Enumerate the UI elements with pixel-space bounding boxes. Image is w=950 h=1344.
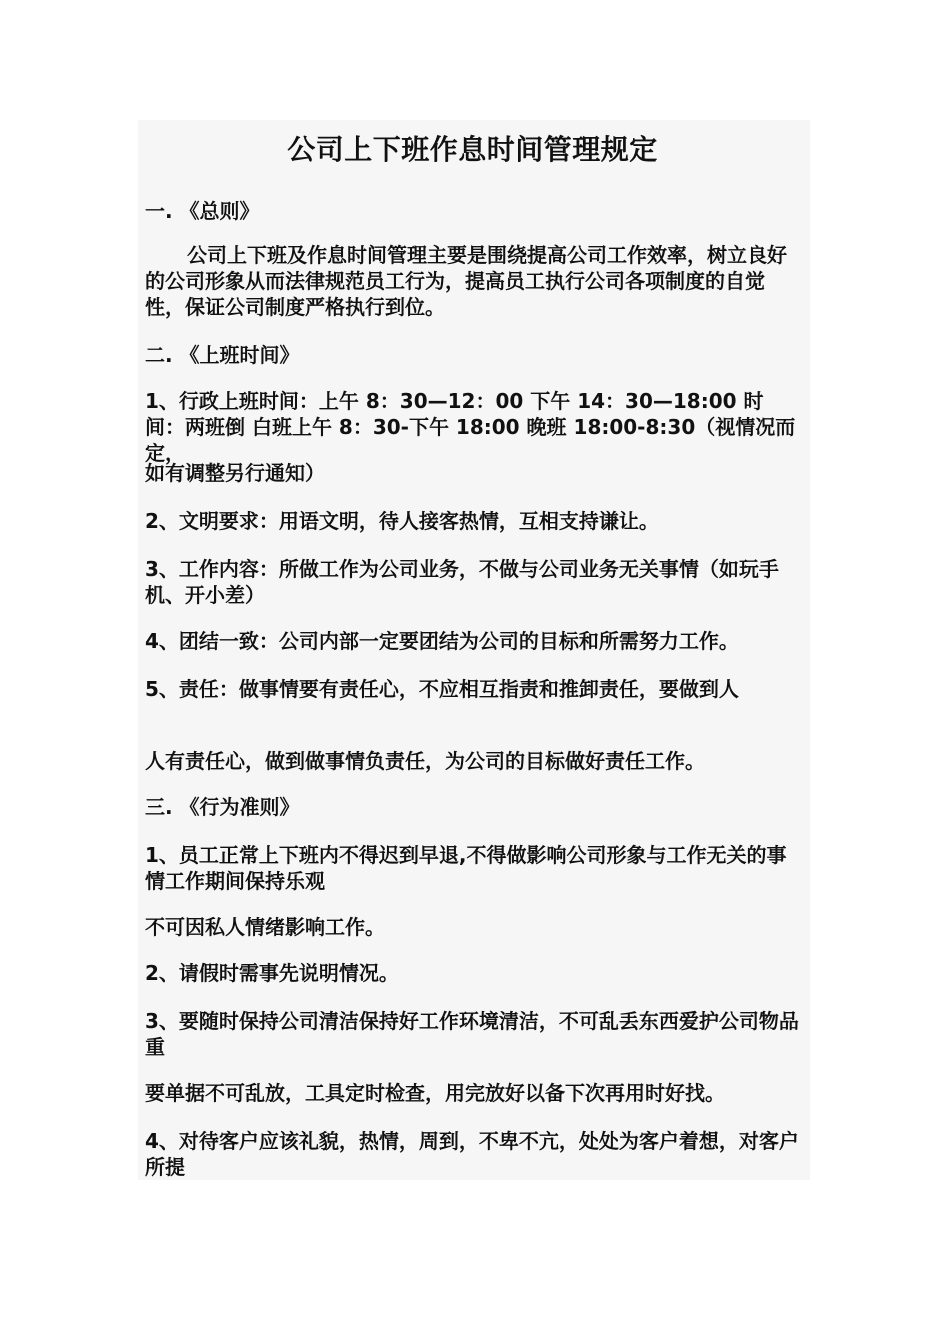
item-work-content: 3、工作内容：所做工作为公司业务，不做与公司业务无关事情（如玩手机、开小差） [145, 557, 779, 607]
item-punctuality: 1、员工正常上下班内不得迟到早退,不得做影响公司形象与工作无关的事情工作期间保持乐观 [145, 843, 787, 893]
item-civility: 2、文明要求：用语文明，待人接客热情，互相支持谦让。 [145, 509, 659, 533]
item-leave: 2、请假时需事先说明情况。 [145, 961, 399, 985]
paragraph-general: 公司上下班及作息时间管理主要是围绕提高公司工作效率，树立良好的公司形象从而法律规范员工行为，提高员工执行公司各项制度的自觉性，保证公司制度严格执行到位。 [145, 243, 787, 319]
item-admin-hours-cont: 如有调整另行通知） [145, 461, 325, 485]
item-responsibility: 5、责任：做事情要有责任心，不应相互指责和推卸责任，要做到人 [145, 677, 739, 701]
item-unity: 4、团结一致：公司内部一定要团结为公司的目标和所需努力工作。 [145, 629, 739, 653]
item-punctuality-cont: 不可因私人情绪影响工作。 [145, 915, 385, 939]
item-cleanliness-cont: 要单据不可乱放，工具定时检查，用完放好以备下次再用时好找。 [145, 1081, 725, 1105]
section-heading-conduct: 三. 《行为准则》 [145, 795, 300, 819]
section-heading-general: 一. 《总则》 [145, 199, 260, 223]
item-cleanliness: 3、要随时保持公司清洁保持好工作环境清洁，不可乱丢东西爱护公司物品重 [145, 1009, 799, 1059]
document-title: 公司上下班作息时间管理规定 [287, 133, 658, 166]
item-responsibility-cont: 人有责任心，做到做事情负责任，为公司的目标做好责任工作。 [145, 749, 705, 773]
item-customer-service: 4、对待客户应该礼貌，热情，周到，不卑不亢，处处为客户着想，对客户所提 [145, 1129, 799, 1179]
section-heading-work-hours: 二. 《上班时间》 [145, 343, 300, 367]
item-admin-hours: 1、行政上班时间：上午 8：30—12：00 下午 14：30—18:00 时间：两班倒 白班上午 8：30-下午 18:00 晚班 18:00-8:30（视情况而定， [145, 389, 796, 465]
